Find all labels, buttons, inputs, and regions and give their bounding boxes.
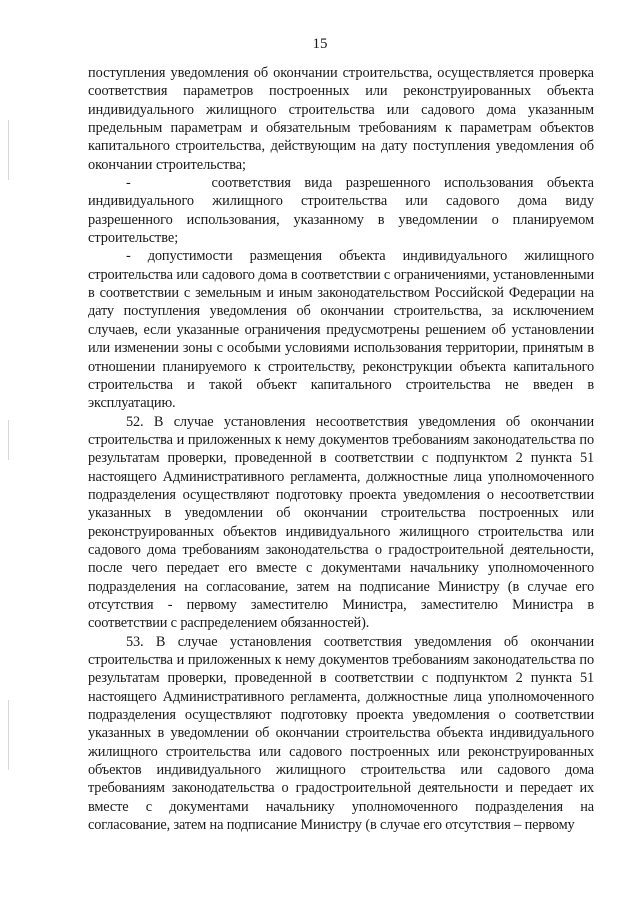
scan-edge-mark — [8, 120, 9, 180]
document-body — [88, 64, 594, 834]
paragraph-bullet-permitted-use: - соответствия вида разрешенного использования объекта индивидуального жилищного строительства или садового дома виду разрешенного использования, указанному в уведомлении о планируемом строительстве; — [88, 175, 594, 247]
paragraph-verification-intro: поступления уведомления об окончании строительства, осуществляется проверка соответствия параметров построенных или реконструированных объекта индивидуального жилищного строительства или садового дома указанным предельным параметрам и обязательным требованиям к параметрам объектов капитального строительства, действующим на дату поступления уведомления об окончании строительства; — [88, 65, 594, 173]
paragraph-53-conformity: 53. В случае установления соответствия уведомления об окончании строительства и приложенных к нему документов требованиям законодательства по результатам проверки, проведенной в соответствии с подпунктом 2 пункта 51 настоящего Административного регламента, должностные лица уполномоченного подразделения осуществляют подготовку проекта уведомления о соответствии указанных в уведомлении об окончании строительства объекта индивидуального жилищного строительства или садового построенных или реконструированных объектов индивидуального жилищного строительства или садового дома требованиям законодательства о градостроительной деятельности и передает их вместе с документами начальнику уполномоченного подразделения на согласование, затем на подписание Министру (в случае его отсутствия – первому — [88, 633, 594, 834]
scan-edge-mark — [8, 420, 9, 460]
paragraph-52-nonconformity: 52. В случае установления несоответствия уведомления об окончании строительства и приложенных к нему документов требованиям законодательства по результатам проверки, проведенной в соответствии с подпунктом 2 пункта 51 настоящего Административного регламента, должностные лица уполномоченного подразделения осуществляют подготовку проекта уведомления о несоответствии указанных в уведомлении об окончании строительства построенных или реконструированных объектов индивидуального жилищного строительства или садового дома требованиям законодательства о градостроительной деятельности, после чего передает его вместе с документами начальнику уполномоченного подразделения на согласование, затем на подписание Министру (в случае его отсутствия - первому заместителю Министра, заместителю Министра в соответствии с распределением обязанностей). — [88, 413, 594, 632]
paragraph-bullet-placement-admissibility: - допустимости размещения объекта индивидуального жилищного строительства или садового дома в соответствии с ограничениями, установленными в соответствии с земельным и иным законодательством Российской Федерации на дату поступления уведомления об окончании строительства, за исключением случаев, если указанные ограничения предусмотрены решением об установлении или изменении зоны с особыми условиями использования территории, принятым в отношении планируемого к строительству, реконструкции объекта капитального строительства и такой объект капитального строительства не введен в эксплуатацию. — [88, 248, 594, 412]
page-number: 15 — [312, 36, 328, 52]
scan-edge-mark — [8, 700, 9, 770]
